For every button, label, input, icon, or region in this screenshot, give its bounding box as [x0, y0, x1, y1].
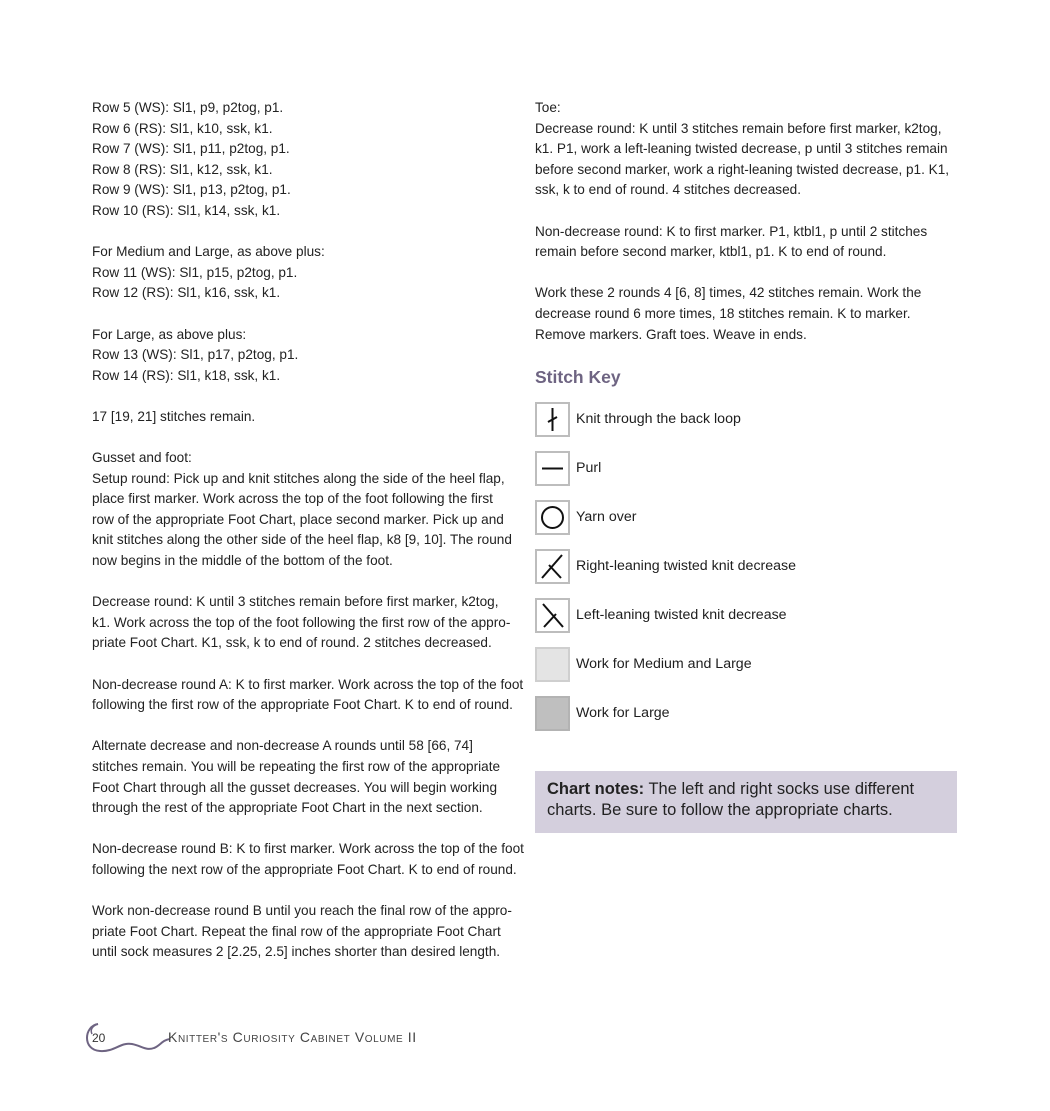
text-line: decrease round 6 more times, 18 stitches remain. K to marker. — [535, 305, 911, 321]
stitch-key-item — [535, 549, 950, 584]
alternate-paragraph — [92, 736, 520, 818]
right-column — [535, 98, 950, 745]
stitch-key-label: Knit through the back loop — [576, 410, 741, 427]
toe-paragraph — [535, 98, 950, 201]
text-line: Remove markers. Graft toes. Weave in ends. — [535, 326, 807, 342]
stitch-key-list — [535, 402, 950, 731]
text-line: Non-decrease round A: K to first marker. Work across the top of the foot — [92, 676, 524, 692]
text-line: Non-decrease round B: K to first marker. Work across the top of the foot — [92, 841, 524, 857]
page-footer — [80, 1018, 480, 1058]
purl-icon — [535, 451, 570, 486]
text-line: priate Foot Chart. K1, ssk, k to end of round. 2 stitches decreased. — [92, 635, 492, 651]
text-line: For Large, as above plus: — [92, 326, 247, 342]
stitch-key-label: Purl — [576, 459, 602, 476]
toe-non-decrease-paragraph — [535, 222, 950, 263]
yarn-over-icon — [535, 500, 570, 535]
text-line: Row 12 (RS): Sl1, k16, ssk, k1. — [92, 285, 281, 301]
text-line: Non-decrease round: K to first marker. P1, ktbl1, p until 2 stitches — [535, 223, 928, 239]
chart-notes-box — [535, 771, 957, 833]
left-column — [92, 98, 524, 984]
stitch-key-label: Work for Medium and Large — [576, 655, 752, 672]
text-line: Row 14 (RS): Sl1, k18, ssk, k1. — [92, 367, 281, 383]
light-gray-swatch — [535, 647, 570, 682]
text-line: Row 11 (WS): Sl1, p15, p2tog, p1. — [92, 264, 298, 280]
text-line: Row 8 (RS): Sl1, k12, ssk, k1. — [92, 161, 273, 177]
text-line: Row 10 (RS): Sl1, k14, ssk, k1. — [92, 202, 281, 218]
right-leaning-decrease-icon — [535, 549, 570, 584]
stitches-remain-paragraph — [92, 407, 520, 428]
text-line: Alternate decrease and non-decrease A rounds until 58 [66, 74] — [92, 738, 473, 754]
work-round-b-paragraph — [92, 901, 520, 963]
decrease-round-paragraph — [92, 592, 520, 654]
text-line: Row 9 (WS): Sl1, p13, p2tog, p1. — [92, 182, 291, 198]
stitch-key-item — [535, 598, 950, 633]
stitch-key-item — [535, 402, 950, 437]
text-line: Row 6 (RS): Sl1, k10, ssk, k1. — [92, 120, 273, 136]
dark-gray-swatch — [535, 696, 570, 731]
text-line: Toe: — [535, 100, 561, 115]
chart-notes-label: Chart notes: — [547, 780, 645, 798]
stitch-key-item — [535, 696, 950, 731]
text-line: Gusset and foot: — [92, 450, 192, 466]
text-line: stitches remain. You will be repeating the first row of the appropriate — [92, 759, 501, 774]
text-line: For Medium and Large, as above plus: — [92, 244, 325, 260]
page-number: 20 — [92, 1031, 106, 1045]
non-decrease-a-paragraph — [92, 675, 524, 716]
text-line: following the first row of the appropriate Foot Chart. K to end of round. — [92, 697, 513, 713]
gusset-paragraph — [92, 448, 520, 572]
text-line: 17 [19, 21] stitches remain. — [92, 408, 256, 424]
text-line: Work non-decrease round B until you reach the final row of the appro- — [92, 903, 512, 919]
text-line: Decrease round: K until 3 stitches remain before first marker, k2tog, — [535, 120, 942, 136]
heel-rows-paragraph — [92, 98, 520, 222]
text-line: following the next row of the appropriate Foot Chart. K to end of round. — [92, 861, 517, 877]
text-line: before second marker, work a right-leaning twisted decrease, p1. K1, — [535, 161, 950, 177]
book-title: Knitter's Curiosity Cabinet Volume II — [168, 1029, 417, 1045]
text-line: Row 7 (WS): Sl1, p11, p2tog, p1. — [92, 141, 290, 157]
text-line: k1. P1, work a left-leaning twisted decrease, p until 3 stitches remain — [535, 141, 948, 157]
text-line: priate Foot Chart. Repeat the final row of the appropriate Foot Chart — [92, 923, 501, 939]
text-line: now begins in the middle of the bottom of the foot. — [92, 553, 393, 569]
stitch-key-label: Yarn over — [576, 508, 637, 525]
medium-large-paragraph — [92, 242, 520, 304]
left-leaning-decrease-icon — [535, 598, 570, 633]
text-line: row of the appropriate Foot Chart, place second marker. Pick up and — [92, 511, 504, 527]
text-line: Foot Chart through all the gusset decreases. You will begin working — [92, 779, 498, 795]
non-decrease-b-paragraph — [92, 839, 524, 880]
stitch-key-label: Work for Large — [576, 704, 670, 721]
text-line: Row 13 (WS): Sl1, p17, p2tog, p1. — [92, 347, 299, 363]
text-line: until sock measures 2 [2.25, 2.5] inches shorter than desired length. — [92, 944, 501, 960]
text-line: Decrease round: K until 3 stitches remain before first marker, k2tog, — [92, 594, 499, 610]
stitch-key-label: Left-leaning twisted knit decrease — [576, 606, 787, 623]
text-line: place first marker. Work across the top of the foot following the first — [92, 491, 493, 507]
text-line: ssk, k to end of round. 4 stitches decreased. — [535, 182, 801, 198]
chart-notes-text: The left and right socks use different charts. Be sure to follow the appropriate charts. — [547, 780, 915, 819]
toe-work-paragraph — [535, 283, 950, 345]
text-line: remain before second marker, ktbl1, p1. K to end of round. — [535, 244, 887, 260]
text-line: k1. Work across the top of the foot following the first row of the appro- — [92, 614, 511, 630]
text-line: Row 5 (WS): Sl1, p9, p2tog, p1. — [92, 100, 284, 115]
stitch-key-item — [535, 500, 950, 535]
text-line: Work these 2 rounds 4 [6, 8] times, 42 stitches remain. Work the — [535, 285, 922, 301]
knit-through-back-loop-icon — [535, 402, 570, 437]
stitch-key-heading: Stitch Key — [535, 366, 621, 387]
stitch-key-item — [535, 647, 950, 682]
stitch-key-item — [535, 451, 950, 486]
stitch-key-label: Right-leaning twisted knit decrease — [576, 557, 797, 574]
text-line: Setup round: Pick up and knit stitches along the side of the heel flap, — [92, 470, 505, 486]
text-line: knit stitches along the other side of the heel flap, k8 [9, 10]. The round — [92, 532, 512, 548]
text-line: through the rest of the appropriate Foot Chart in the next section. — [92, 800, 483, 816]
large-paragraph — [92, 325, 520, 387]
